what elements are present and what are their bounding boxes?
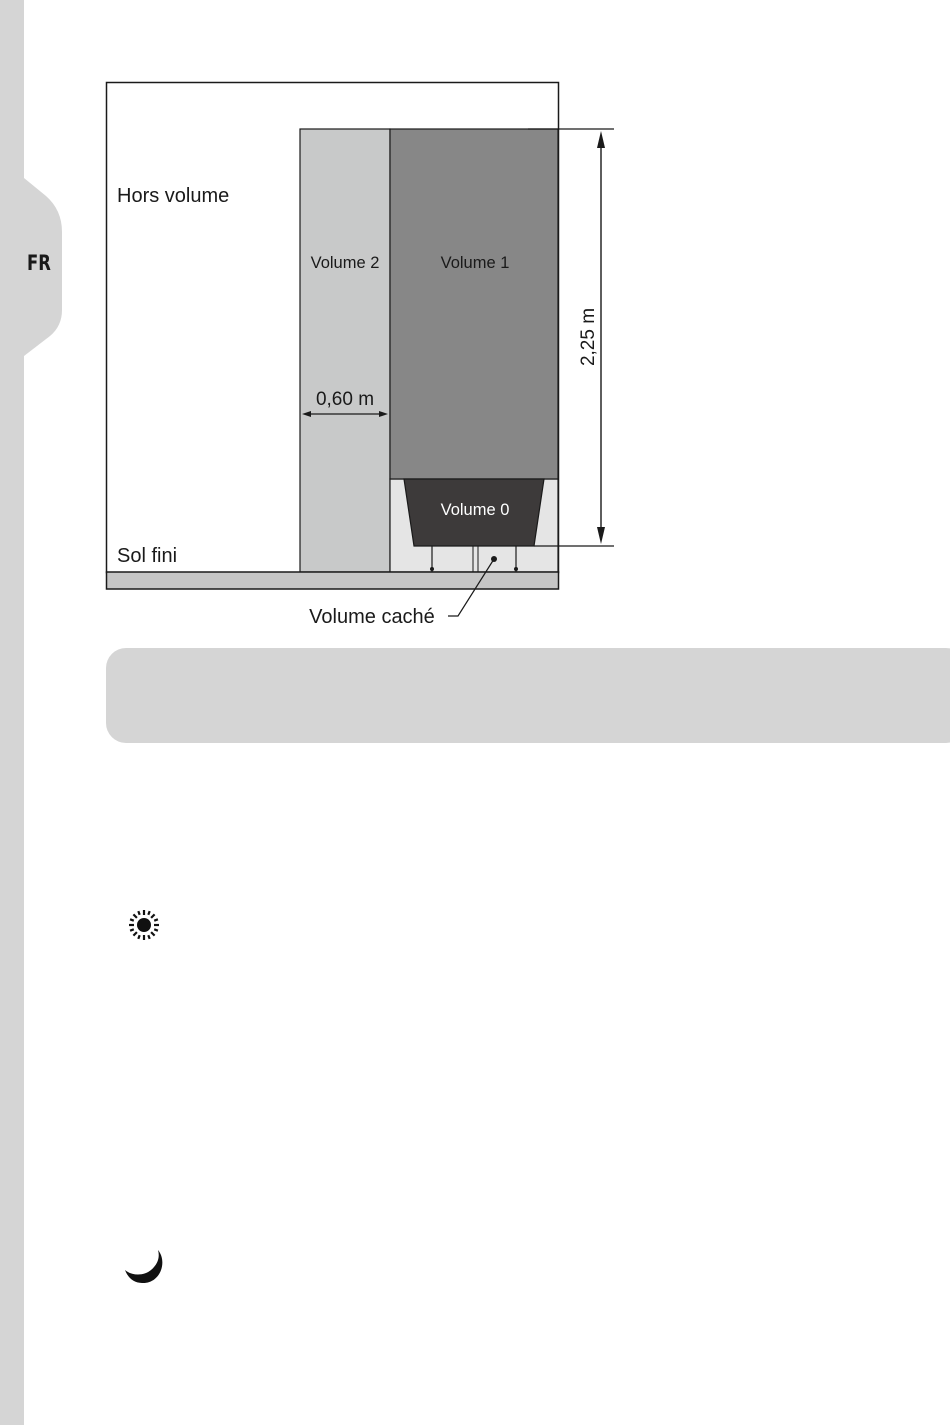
label-width-dimension: 0,60 m (315, 389, 375, 410)
volume-2-zone (300, 129, 390, 572)
bathroom-volumes-diagram (0, 0, 950, 640)
label-volume-1: Volume 1 (440, 254, 510, 272)
label-height-dimension: 2,25 m (578, 307, 599, 367)
height-arrow-bottom (597, 527, 605, 544)
floor-slab (107, 572, 559, 589)
moon-icon (122, 1248, 170, 1288)
height-arrow-top (597, 131, 605, 148)
label-hors-volume: Hors volume (117, 185, 230, 207)
tub-foot-right (514, 567, 518, 571)
label-volume-0: Volume 0 (440, 501, 510, 519)
label-volume-2: Volume 2 (310, 254, 380, 272)
language-label: FR (27, 251, 51, 275)
label-sol-fini: Sol fini (117, 545, 178, 567)
sun-icon (124, 906, 164, 946)
volume-1-zone (390, 129, 558, 479)
tub-foot-left (430, 567, 434, 571)
label-volume-cache: Volume caché (309, 606, 435, 628)
info-banner (106, 648, 950, 743)
